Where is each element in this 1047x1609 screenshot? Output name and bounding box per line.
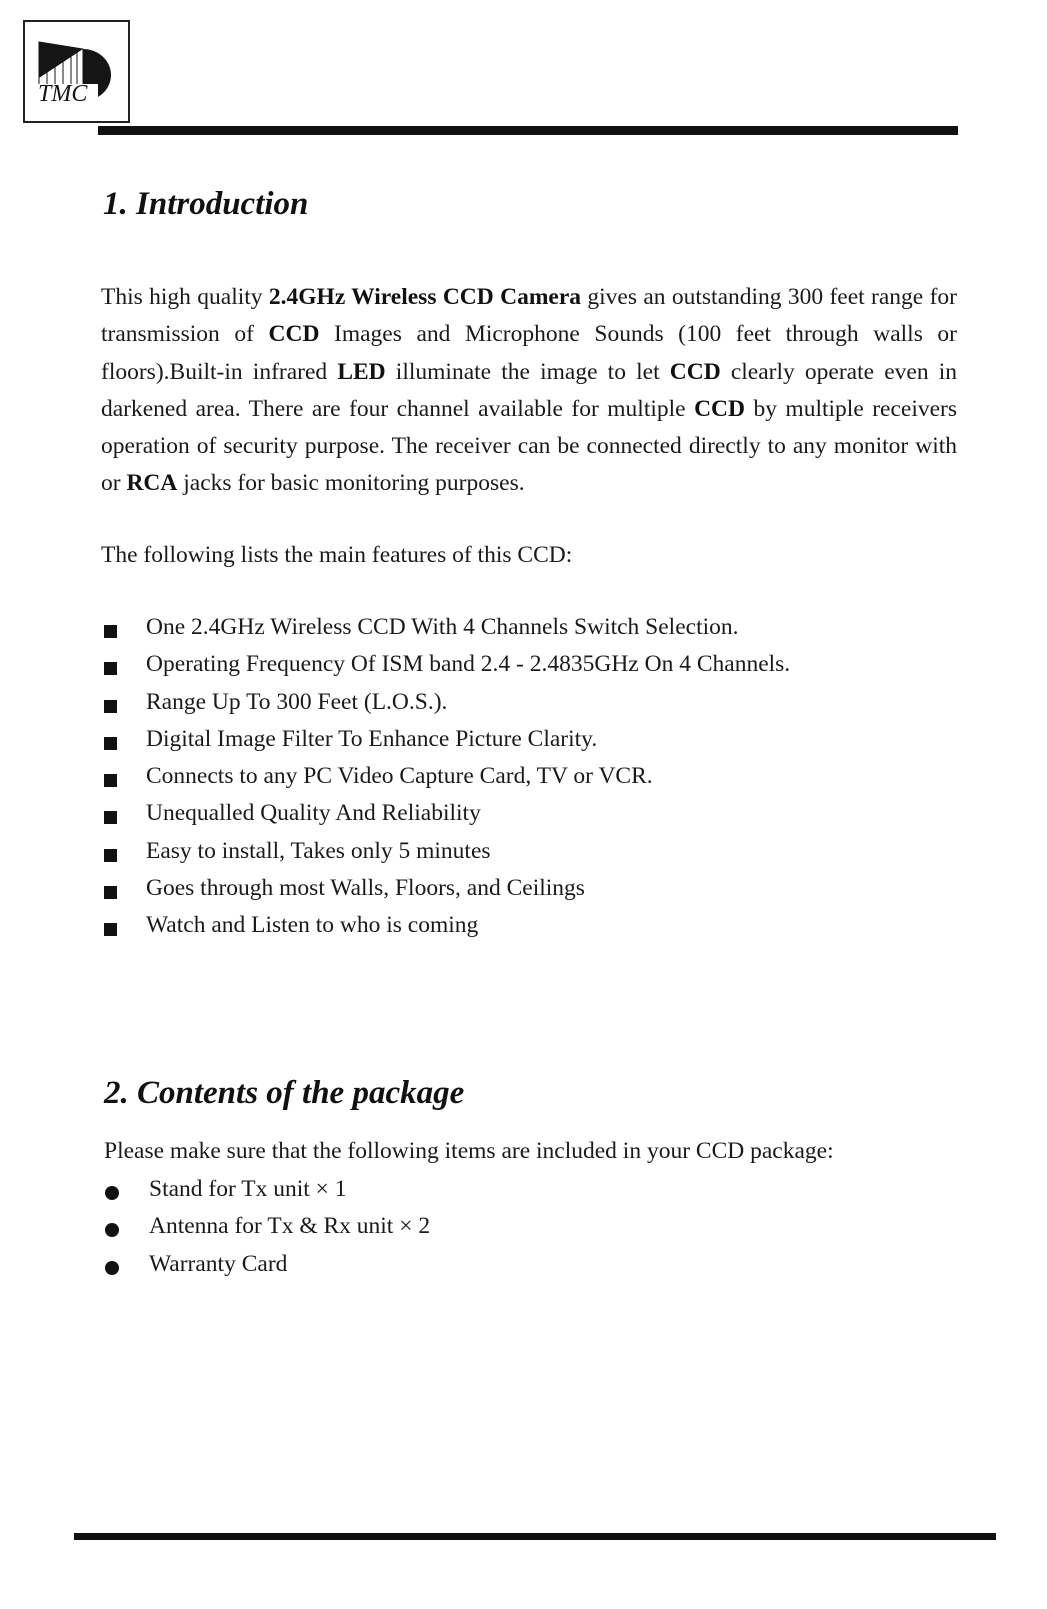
feature-text: Watch and Listen to who is coming: [146, 912, 479, 939]
dot-bullet-icon: [105, 1261, 119, 1275]
square-bullet-icon: [104, 625, 117, 638]
square-bullet-icon: [104, 923, 117, 936]
footer-rule: [74, 1533, 996, 1540]
introduction-paragraph: [101, 279, 957, 503]
para-seg-12: jacks for basic monitoring purposes.: [177, 470, 525, 497]
square-bullet-icon: [104, 886, 117, 899]
feature-text: Operating Frequency Of ISM band 2.4 - 2.4835GHz On 4 Channels.: [146, 651, 791, 678]
para-seg-6: illuminate the image to let: [385, 358, 670, 385]
header-rule: [98, 126, 958, 135]
feature-text: Goes through most Walls, Floors, and Ceilings: [146, 875, 585, 902]
features-lead: The following lists the main features of this CCD:: [101, 542, 573, 568]
company-logo: [23, 20, 130, 123]
square-bullet-icon: [104, 849, 117, 862]
square-bullet-icon: [104, 811, 117, 824]
para-seg-11: RCA: [126, 470, 178, 497]
contents-heading: 2. Contents of the package: [104, 1075, 465, 1111]
square-bullet-icon: [104, 774, 117, 787]
square-bullet-icon: [104, 662, 117, 675]
para-seg-7: CCD: [669, 358, 721, 385]
feature-text: Unequalled Quality And Reliability: [146, 800, 481, 827]
package-lead: Please make sure that the following items are included in your CCD package:: [104, 1138, 834, 1164]
para-seg-9: CCD: [694, 395, 745, 422]
introduction-heading: 1. Introduction: [103, 186, 309, 222]
dot-bullet-icon: [105, 1223, 119, 1237]
para-seg-8: clearly operate even in darkened area. There are four channel available for multiple: [101, 358, 958, 422]
para-seg-1: 2.4GHz Wireless CCD Camera: [268, 284, 582, 310]
para-seg-10: by multiple receivers operation of security purpose. The receiver can be connected directly to any monitor with or: [101, 395, 958, 497]
dot-bullet-icon: [105, 1186, 119, 1200]
para-seg-5: LED: [337, 358, 386, 385]
feature-text: One 2.4GHz Wireless CCD With 4 Channels Switch Selection.: [146, 614, 739, 640]
package-text: Antenna for Tx & Rx unit × 2: [149, 1213, 431, 1240]
para-seg-2: gives an outstanding 300 feet range for transmission of: [101, 284, 957, 348]
package-text: Warranty Card: [149, 1250, 288, 1277]
feature-text: Digital Image Filter To Enhance Picture Clarity.: [146, 725, 598, 752]
feature-text: Range Up To 300 Feet (L.O.S.).: [146, 688, 448, 715]
tmc-logo-icon: [25, 22, 128, 121]
package-text: Stand for Tx unit × 1: [149, 1176, 347, 1202]
feature-text: Connects to any PC Video Capture Card, TV or VCR.: [146, 763, 653, 790]
para-seg-3: CCD: [268, 321, 320, 348]
logo-text: TMC: [38, 81, 88, 107]
square-bullet-icon: [104, 700, 117, 713]
para-seg-4: Images and Microphone Sounds (100 feet through walls or floors).Built-in infrared: [101, 321, 957, 385]
para-seg-0: This high quality: [101, 284, 269, 310]
square-bullet-icon: [104, 737, 117, 750]
feature-text: Easy to install, Takes only 5 minutes: [146, 837, 491, 864]
